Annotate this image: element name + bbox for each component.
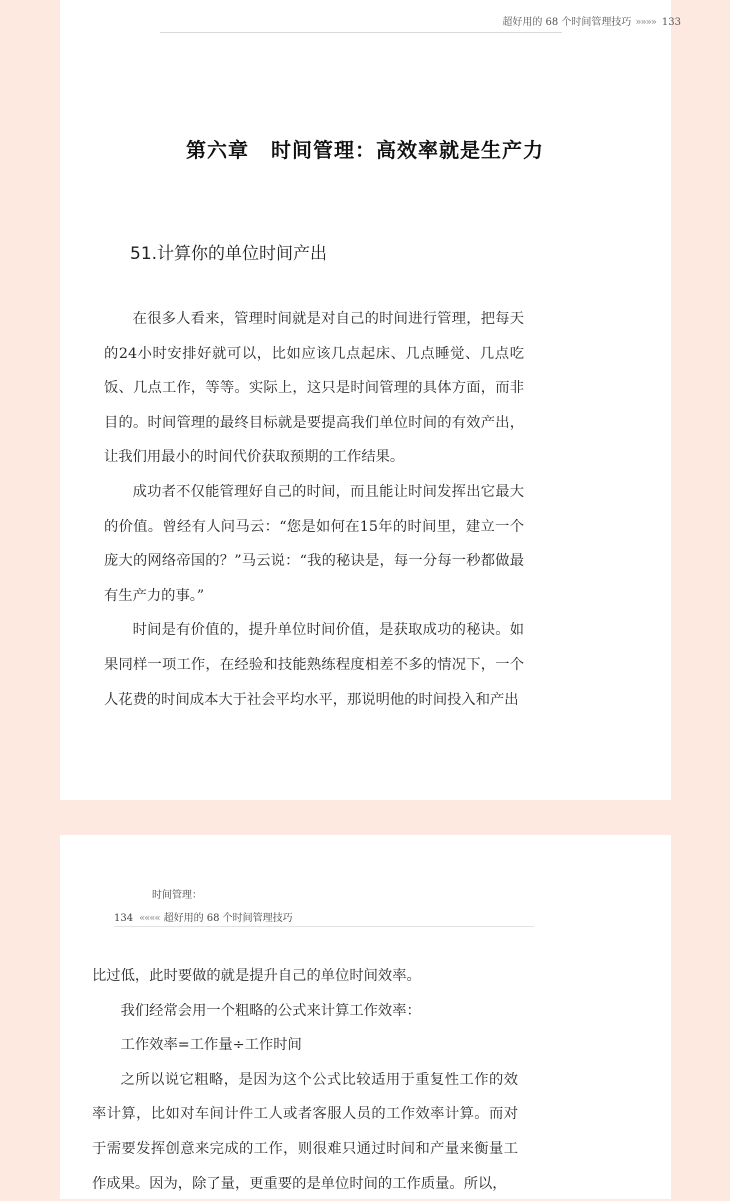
section-title: 51.计算你的单位时间产出 (130, 244, 328, 264)
page-body (104, 302, 524, 717)
header-book-title: 超好用的 68 个时间管理技巧 (163, 913, 293, 924)
chapter-name: 时间管理：高效率就是生产力 (271, 138, 544, 162)
header-book-title: 超好用的 68 个时间管理技巧 (502, 17, 632, 28)
paragraph: 时间是有价值的，提升单位时间价值，是获取成功的秘诀。如果同样一项工作，在经验和技能熟练程度相差不多的情况下，一个人花费的时间成本大于社会平均水平，那说明他的时间投入和产出 (104, 622, 524, 708)
paragraph: 比过低，此时要做的就是提升自己的单位时间效率。 (92, 968, 421, 984)
paragraph: 在很多人看来，管理时间就是对自己的时间进行管理，把每天的24小时安排好就可以，比如应该几点起床、几点睡觉、几点吃饭、几点工作，等等。实际上，这只是时间管理的具体方面，而非目的。时间管理的最终目标就是要提高我们单位时间的有效产出，让我们用最小的时间代价获取预期的工作结果。 (104, 311, 524, 466)
header-page-number: 133 (661, 17, 681, 28)
chapter-label: 第六章 (186, 138, 249, 162)
paragraph: 我们经常会用一个粗略的公式来计算工作效率： (120, 1002, 421, 1019)
header-chevrons-icon: »»»» (635, 17, 656, 28)
running-header-series: 时间管理： (152, 890, 202, 901)
running-header-left (114, 909, 293, 924)
paragraph: 成功者不仅能管理好自己的时间，而且能让时间发挥出它最大的价值。曾经有人问马云：“您是如何在15年的时间里，建立一个庞大的网络帝国的？”马云说：“我的秘诀是，每一分每一秒都做最有生产力的事。” (104, 483, 524, 604)
chapter-title (0, 134, 730, 163)
header-chevrons-icon: «««« (139, 913, 160, 924)
header-page-number: 134 (114, 913, 134, 924)
formula: 工作效率=工作量÷工作时间 (120, 1037, 302, 1054)
running-header-right (502, 13, 681, 28)
paragraph: 之所以说它粗略，是因为这个公式比较适用于重复性工作的效率计算，比如对车间计件工人或者客服人员的工作效率计算。而对于需要发挥创意来完成的工作，则很难只通过时间和产量来衡量工作成果。因为，除了量，更重要的是单位时间的工作质量。所以， (92, 1071, 518, 1192)
header-divider (160, 32, 562, 33)
header-divider (114, 926, 534, 927)
page-body (92, 959, 518, 1201)
